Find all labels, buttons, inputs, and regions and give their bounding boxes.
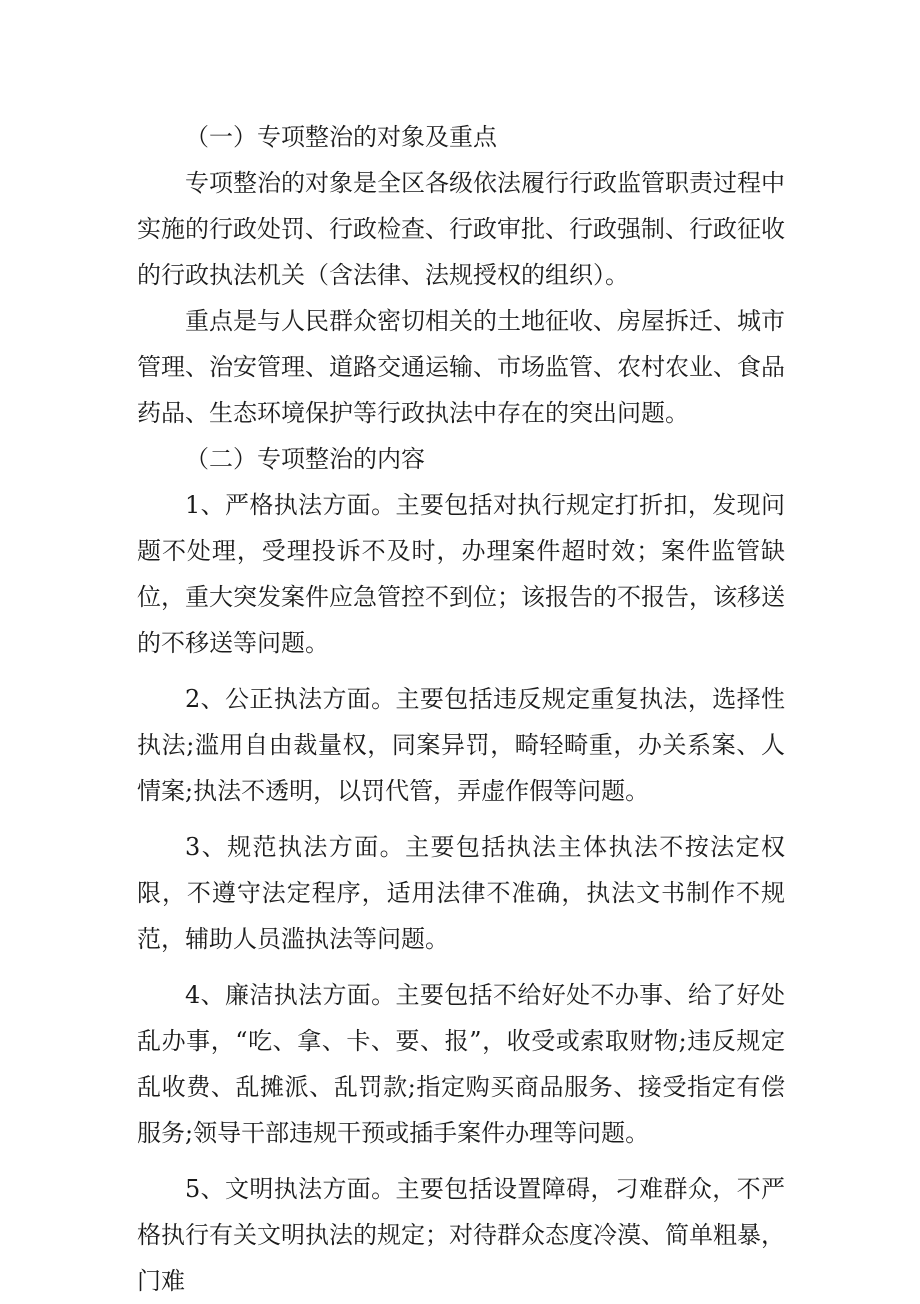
content-item-fair-enforcement: 2、公正执法方面。主要包括违反规定重复执法，选择性执法;滥用自由裁量权，同案异罚，畸轻畸重，办关系案、人情案;执法不透明，以罚代管，弄虚作假等问题。 [137, 685, 785, 805]
section1-heading: （一）专项整治的对象及重点 [185, 123, 497, 151]
content-item-strict-enforcement: 1、严格执法方面。主要包括对执行规定打折扣，发现问题不处理，受理投诉不及时，办理案件超时效；案件监管缺位，重大突发案件应急管控不到位；该报告的不报告，该移送的不移送等问题。 [137, 491, 785, 657]
section1-paragraph-focus: 重点是与人民群众密切相关的土地征收、房屋拆迁、城市管理、治安管理、道路交通运输、市场监管、农村农业、食品药品、生态环境保护等行政执法中存在的突出问题。 [137, 307, 785, 427]
document-body [137, 114, 785, 1304]
content-item-standard-enforcement: 3、规范执法方面。主要包括执法主体执法不按法定权限，不遵守法定程序，适用法律不准确，执法文书制作不规范，辅助人员滥执法等问题。 [137, 833, 785, 953]
section1-paragraph-objects: 专项整治的对象是全区各级依法履行行政监管职责过程中实施的行政处罚、行政检查、行政审批、行政强制、行政征收的行政执法机关（含法律、法规授权的组织）。 [137, 169, 785, 289]
section2-heading: （二）专项整治的内容 [185, 445, 425, 473]
content-item-civil-enforcement: 5、文明执法方面。主要包括设置障碍，刁难群众，不严格执行有关文明执法的规定；对待群众态度冷漠、简单粗暴，门难 [137, 1175, 785, 1295]
content-item-clean-enforcement: 4、廉洁执法方面。主要包括不给好处不办事、给了好处乱办事，“吃、拿、卡、要、报”，收受或索取财物;违反规定乱收费、乱摊派、乱罚款;指定购买商品服务、接受指定有偿服务;领导干部违规干预或插手案件办理等问题。 [137, 981, 785, 1147]
